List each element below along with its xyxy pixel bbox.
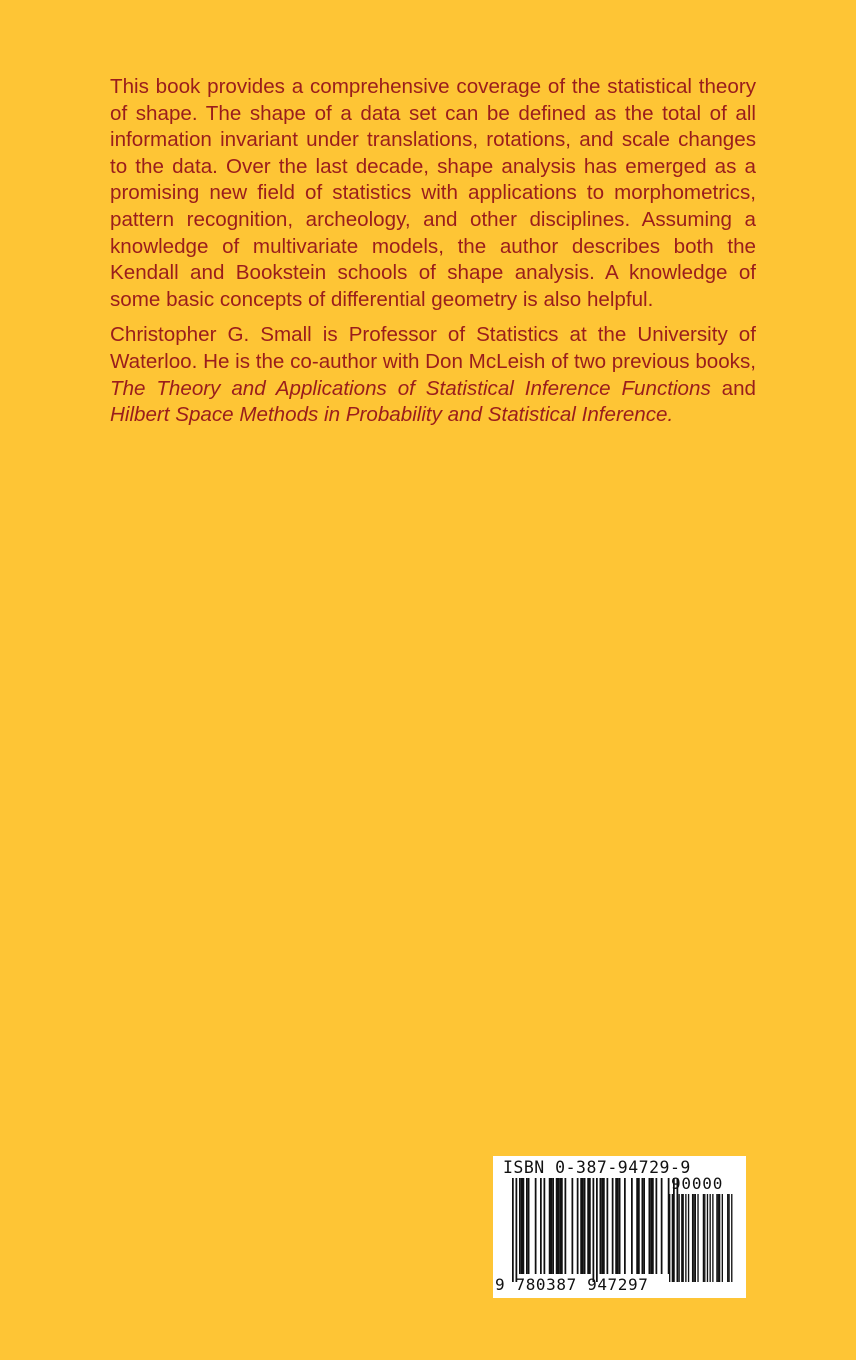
previous-book-title-2: Hilbert Space Methods in Probability and Statistical Inference. (110, 403, 674, 427)
barcode-bar (512, 1178, 514, 1282)
barcode-bar (617, 1178, 619, 1274)
barcode-bar (549, 1178, 551, 1274)
author-bio-text: Christopher G. Small is Professor of Statistics at the University of Waterloo. He is the co-author with Don McLeish of two previous books, (110, 323, 756, 373)
barcode-bar (521, 1178, 523, 1274)
barcode-bar (652, 1178, 654, 1274)
barcode-bar (612, 1178, 614, 1274)
barcode-bar (584, 1178, 586, 1274)
barcode-bar (552, 1178, 554, 1274)
isbn-number: ISBN 0-387-94729-9 (503, 1158, 691, 1177)
addon-barcode-bar (693, 1194, 694, 1282)
addon-barcode-bar (712, 1194, 713, 1282)
barcode-bar (561, 1178, 563, 1274)
barcode-bar (572, 1178, 574, 1274)
addon-barcode-bar (673, 1194, 674, 1282)
addon-barcode-bar (707, 1194, 708, 1282)
barcode-bar (600, 1178, 602, 1274)
barcode-bar (642, 1178, 644, 1274)
barcode-bar (559, 1178, 561, 1274)
barcode-bar (580, 1178, 582, 1274)
barcode-bar (631, 1178, 633, 1274)
addon-barcode-bar (669, 1194, 670, 1282)
addon-barcode-bar (716, 1194, 717, 1282)
addon-barcode-bar (692, 1194, 693, 1282)
barcode-bar (558, 1178, 560, 1274)
barcode-bar (540, 1178, 542, 1274)
addon-barcode-bar (697, 1194, 698, 1282)
barcode-bar (565, 1178, 567, 1274)
addon-barcode-bar (685, 1194, 686, 1282)
barcode-bar (551, 1178, 553, 1274)
barcode-bar (624, 1178, 626, 1274)
addon-barcode-bar (681, 1194, 682, 1282)
ean-digits: 9 780387 947297 (495, 1275, 649, 1294)
barcode-bar (519, 1178, 521, 1274)
barcode-bar (650, 1178, 652, 1274)
barcode-bar (656, 1178, 658, 1274)
barcode-bar (615, 1178, 617, 1274)
barcode-bar (523, 1178, 525, 1274)
addon-barcode-bar (710, 1194, 711, 1282)
barcode-bar (601, 1178, 603, 1274)
addon-barcode-bar (719, 1194, 720, 1282)
addon-barcode-bar (678, 1194, 679, 1282)
isbn-barcode (493, 1156, 746, 1298)
book-description: This book provides a comprehensive coverage of the statistical theory of shape. The shape of a data set can be defined as the total of all information invariant under translations, rotations, and scale changes to the data. Over the last decade, shape analysis has emerged as a promising new field of statistics with applications to morphometrics, pattern recognition, archeology, and other disciplines. Assuming a knowledge of multivariate models, the author describes both the Kendall and Bookstein schools of shape analysis. A knowledge of some basic concepts of differential geometry is also helpful. (110, 75, 756, 311)
addon-barcode-bar (728, 1194, 729, 1282)
barcode-bar (535, 1178, 537, 1274)
addon-barcode-bar (688, 1194, 689, 1282)
barcode-bar (587, 1178, 589, 1274)
barcode-bar (589, 1178, 591, 1274)
addon-barcode-bar (703, 1194, 704, 1282)
barcode-bar (603, 1178, 605, 1274)
barcode-bar (582, 1178, 584, 1274)
barcode-bar (607, 1178, 609, 1274)
addon-barcode-bar (695, 1194, 696, 1282)
author-bio (110, 322, 756, 428)
barcode-bar (528, 1178, 530, 1274)
addon-barcode-bar (727, 1194, 728, 1282)
barcode-bar (638, 1178, 640, 1274)
barcode-bar (516, 1178, 518, 1282)
barcode-bar (526, 1178, 528, 1274)
addon-barcode-bar (718, 1194, 719, 1282)
previous-book-title-1: The Theory and Applications of Statistical Inference Functions (110, 376, 711, 400)
addon-barcode-bar (731, 1194, 732, 1282)
barcode-bar (661, 1178, 663, 1274)
barcode-bar (596, 1178, 598, 1282)
back-cover-blurb (110, 74, 756, 429)
addon-barcode-bar (672, 1194, 673, 1282)
barcode-bar (636, 1178, 638, 1274)
barcode-bar (643, 1178, 645, 1274)
addon-barcode-bar (683, 1194, 684, 1282)
barcode-bar (556, 1178, 558, 1274)
price-addon-digits: 90000 (671, 1174, 724, 1193)
addon-barcode-bar (722, 1194, 723, 1282)
barcode-bar (593, 1178, 595, 1282)
barcode-bar (577, 1178, 579, 1274)
author-bio-conjunction: and (710, 376, 756, 400)
barcode-bar (677, 1178, 679, 1282)
barcode-bar (544, 1178, 546, 1274)
addon-barcode-bar (704, 1194, 705, 1282)
barcode-bar (649, 1178, 651, 1274)
barcode-bar (619, 1178, 621, 1274)
